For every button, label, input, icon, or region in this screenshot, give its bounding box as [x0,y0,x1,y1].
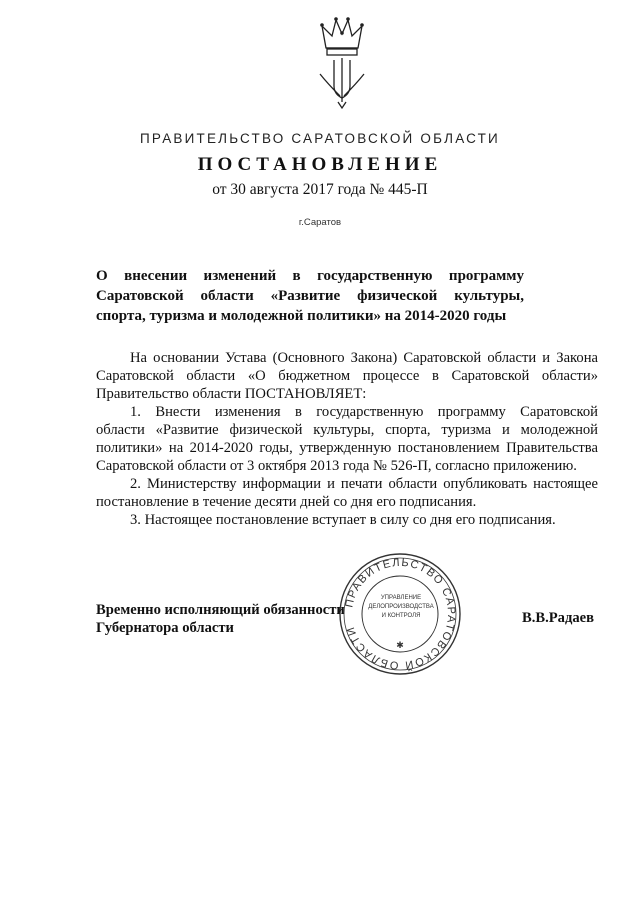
signatory-name: В.В.Радаев [522,610,595,626]
body-line: постановление в течение десяти дней со дня его подписания. [96,494,477,510]
document-body [96,349,598,529]
seal-ring-text: ПРАВИТЕЛЬСТВО САРАТОВСКОЙ ОБЛАСТИ [343,556,458,672]
body-line: Саратовской области от 3 октября 2013 года № 526-П, согласно приложению. [96,458,577,474]
signatory-position-line: Временно исполняющий обязанности [96,602,345,618]
seal-center-text: УПРАВЛЕНИЕ ДЕЛОПРОИЗВОДСТВА И КОНТРОЛЯ [368,595,434,619]
body-line: 1. Внести изменения в государственную программу Саратовской [130,404,598,420]
body-line: 3. Настоящее постановление вступает в силу со дня его подписания. [130,512,556,528]
title-line: спорта, туризма и молодежной политики» на 2014-2020 годы [96,308,507,324]
body-line: Саратовской области «О бюджетном процессе в Саратовской области» [96,368,598,384]
coat-of-arms-emblem [314,14,370,112]
title-line: Саратовской области «Развитие физической культуры, [96,288,524,304]
document-city: г.Саратов [298,217,342,228]
document-type: ПОСТАНОВЛЕНИЕ [197,154,443,175]
signatory-position-line: Губернатора области [96,620,234,636]
body-line: На основании Устава (Основного Закона) Саратовской области и Закона [130,350,598,366]
body-line: 2. Министерству информации и печати области опубликовать настоящее [130,476,598,492]
document-date-number: от 30 августа 2017 года № 445-П [212,181,428,198]
body-line: области «Развитие физической культуры, спорта, туризма и молодежной [96,422,598,438]
government-header: ПРАВИТЕЛЬСТВО САРАТОВСКОЙ ОБЛАСТИ [140,131,500,146]
title-line: О внесении изменений в государственную программу [96,268,524,284]
body-line: политики» на 2014-2020 годы, утвержденную постановлением Правительства [96,440,598,456]
body-line: Правительство области ПОСТАНОВЛЯЕТ: [96,386,367,402]
signatory-position [96,601,345,637]
seal-star-icon: ✱ [396,640,404,650]
document-title [96,266,524,326]
